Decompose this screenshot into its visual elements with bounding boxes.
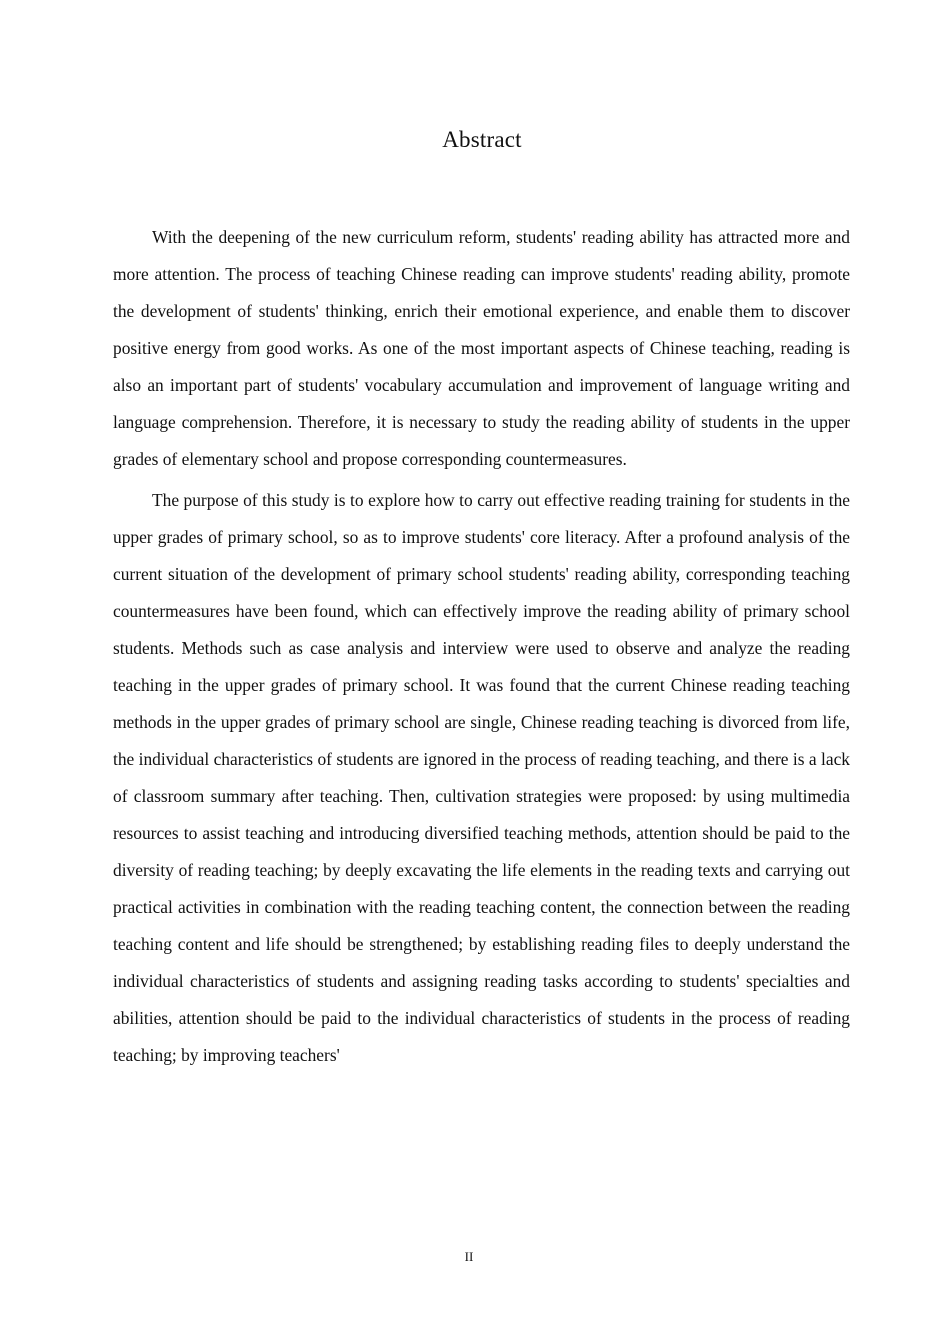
- abstract-paragraph-2: The purpose of this study is to explore how to carry out effective reading training for students in the upper grades of primary school, so as to improve students' core literacy. After a profound analysis of the current situation of the development of primary school students' reading ability, corresponding teaching countermeasures have been found, which can effectively improve the reading ability of primary school students. Methods such as case analysis and interview were used to observe and analyze the reading teaching in the upper grades of primary school. It was found that the current Chinese reading teaching methods in the upper grades of primary school are single, Chinese reading teaching is divorced from life, the individual characteristics of students are ignored in the process of reading teaching, and there is a lack of classroom summary after teaching. Then, cultivation strategies were proposed: by using multimedia resources to assist teaching and introducing diversified teaching methods, attention should be paid to the diversity of reading teaching; by deeply excavating the life elements in the reading texts and carrying out practical activities in combination with the reading teaching content, the connection between the reading teaching content and life should be strengthened; by establishing reading files to deeply understand the individual characteristics of students and assigning reading tasks according to students' specialties and abilities, attention should be paid to the individual characteristics of students in the process of reading teaching; by improving teachers': [113, 490, 850, 1065]
- abstract-paragraph-1: With the deepening of the new curriculum reform, students' reading ability has attracted more and more attention. The process of teaching Chinese reading can improve students' reading ability, promote the development of students' thinking, enrich their emotional experience, and enable them to discover positive energy from good works. As one of the most important aspects of Chinese teaching, reading is also an important part of students' vocabulary accumulation and improvement of language writing and language comprehension. Therefore, it is necessary to study the reading ability of students in the upper grades of elementary school and propose corresponding countermeasures.: [113, 227, 850, 469]
- page-title: Abstract: [442, 127, 522, 152]
- page-number: II: [464, 1249, 474, 1264]
- abstract-body: [113, 219, 850, 1078]
